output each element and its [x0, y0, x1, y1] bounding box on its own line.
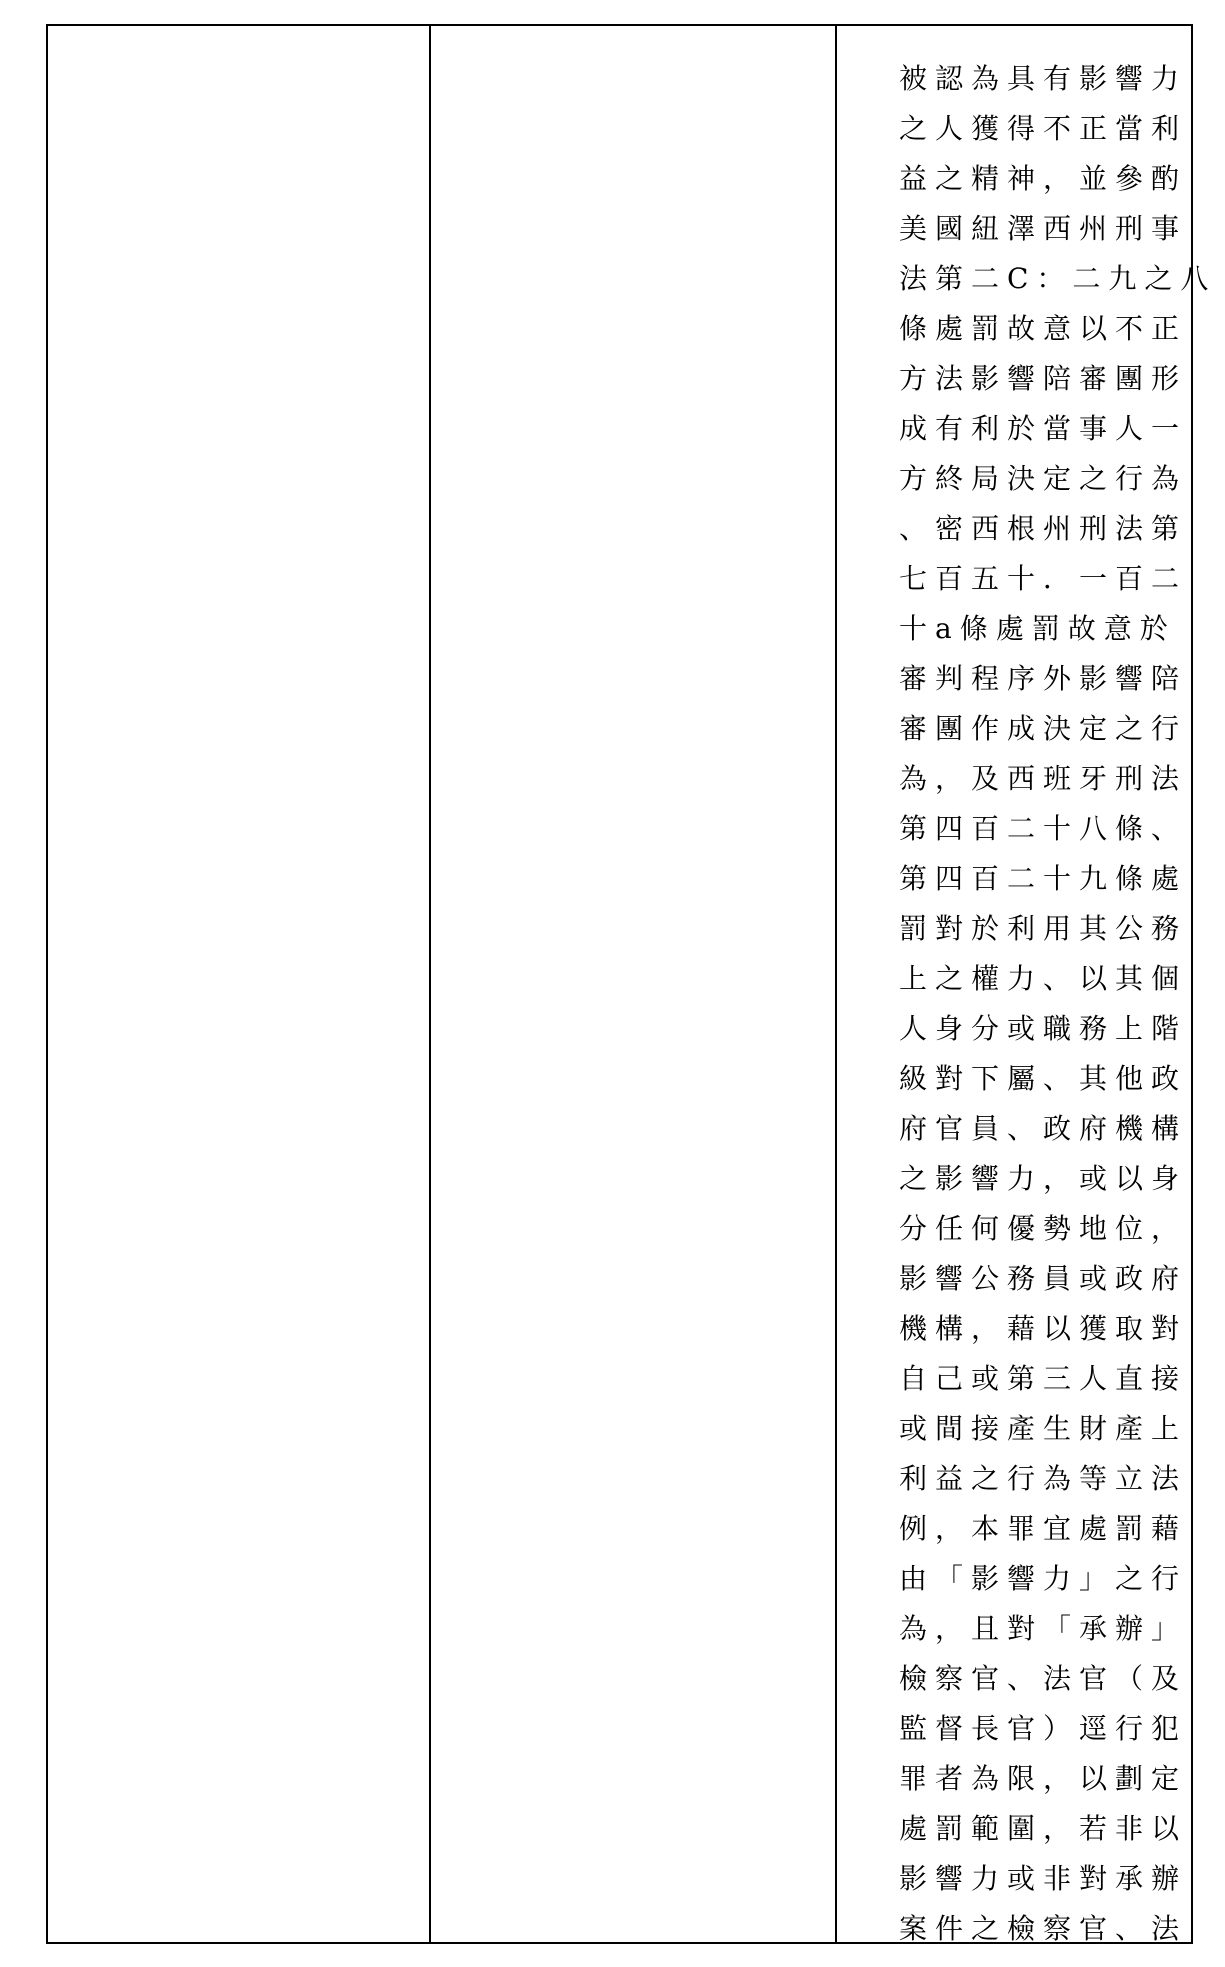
text-line: 處罰範圍，若非以 — [899, 1812, 1188, 1845]
text-line: 之影響力，或以身 — [899, 1162, 1188, 1195]
text-line: 人身分或職務上階 — [899, 1012, 1188, 1045]
text-line: 被認為具有影響力 — [899, 62, 1188, 95]
text-line: 第四百二十八條、 — [899, 812, 1188, 845]
table-column-3 — [837, 26, 1217, 1945]
text-line: 方法影響陪審團形 — [899, 362, 1188, 395]
text-line: 美國紐澤西州刑事 — [899, 212, 1188, 245]
text-line: 檢察官、法官（及 — [899, 1662, 1188, 1695]
text-line: 、密西根州刑法第 — [899, 512, 1188, 545]
text-line: 由「影響力」之行 — [899, 1562, 1188, 1595]
text-line: 方終局決定之行為 — [899, 462, 1188, 495]
text-line: 七百五十．一百二 — [899, 562, 1188, 595]
text-line: 罪者為限，以劃定 — [899, 1762, 1188, 1795]
text-line: 例，本罪宜處罰藉 — [899, 1512, 1188, 1545]
text-line: 第四百二十九條處 — [899, 862, 1188, 895]
text-line: 法第二C：二九之八 — [899, 262, 1217, 295]
text-line: 益之精神，並參酌 — [899, 162, 1188, 195]
text-line: 監督長官）逕行犯 — [899, 1712, 1188, 1745]
text-line: 級對下屬、其他政 — [899, 1062, 1188, 1095]
text-line: 之人獲得不正當利 — [899, 112, 1188, 145]
text-line: 為，及西班牙刑法 — [899, 762, 1188, 795]
text-line: 分任何優勢地位， — [899, 1212, 1188, 1245]
text-line: 影響力或非對承辦 — [899, 1862, 1188, 1895]
column-3-text-block — [899, 54, 1216, 1954]
text-line: 機構，藉以獲取對 — [899, 1312, 1188, 1345]
text-line: 利益之行為等立法 — [899, 1462, 1188, 1495]
text-line: 條處罰故意以不正 — [899, 312, 1188, 345]
table-column-2 — [431, 26, 837, 1942]
text-line: 案件之檢察官、法 — [899, 1912, 1188, 1945]
document-table — [46, 24, 1217, 1945]
text-line: 審判程序外影響陪 — [899, 662, 1188, 695]
text-line: 影響公務員或政府 — [899, 1262, 1188, 1295]
text-line: 上之權力、以其個 — [899, 962, 1188, 995]
text-line: 審團作成決定之行 — [899, 712, 1188, 745]
text-line: 府官員、政府機構 — [899, 1112, 1188, 1145]
text-line: 自己或第三人直接 — [899, 1362, 1188, 1395]
table-column-1 — [48, 26, 431, 1942]
text-line: 十a條處罰故意於 — [899, 612, 1176, 645]
text-line: 罰對於利用其公務 — [899, 912, 1188, 945]
text-line: 成有利於當事人一 — [899, 412, 1188, 445]
text-line: 為，且對「承辦」 — [899, 1612, 1188, 1645]
text-line: 或間接產生財產上 — [899, 1412, 1188, 1445]
